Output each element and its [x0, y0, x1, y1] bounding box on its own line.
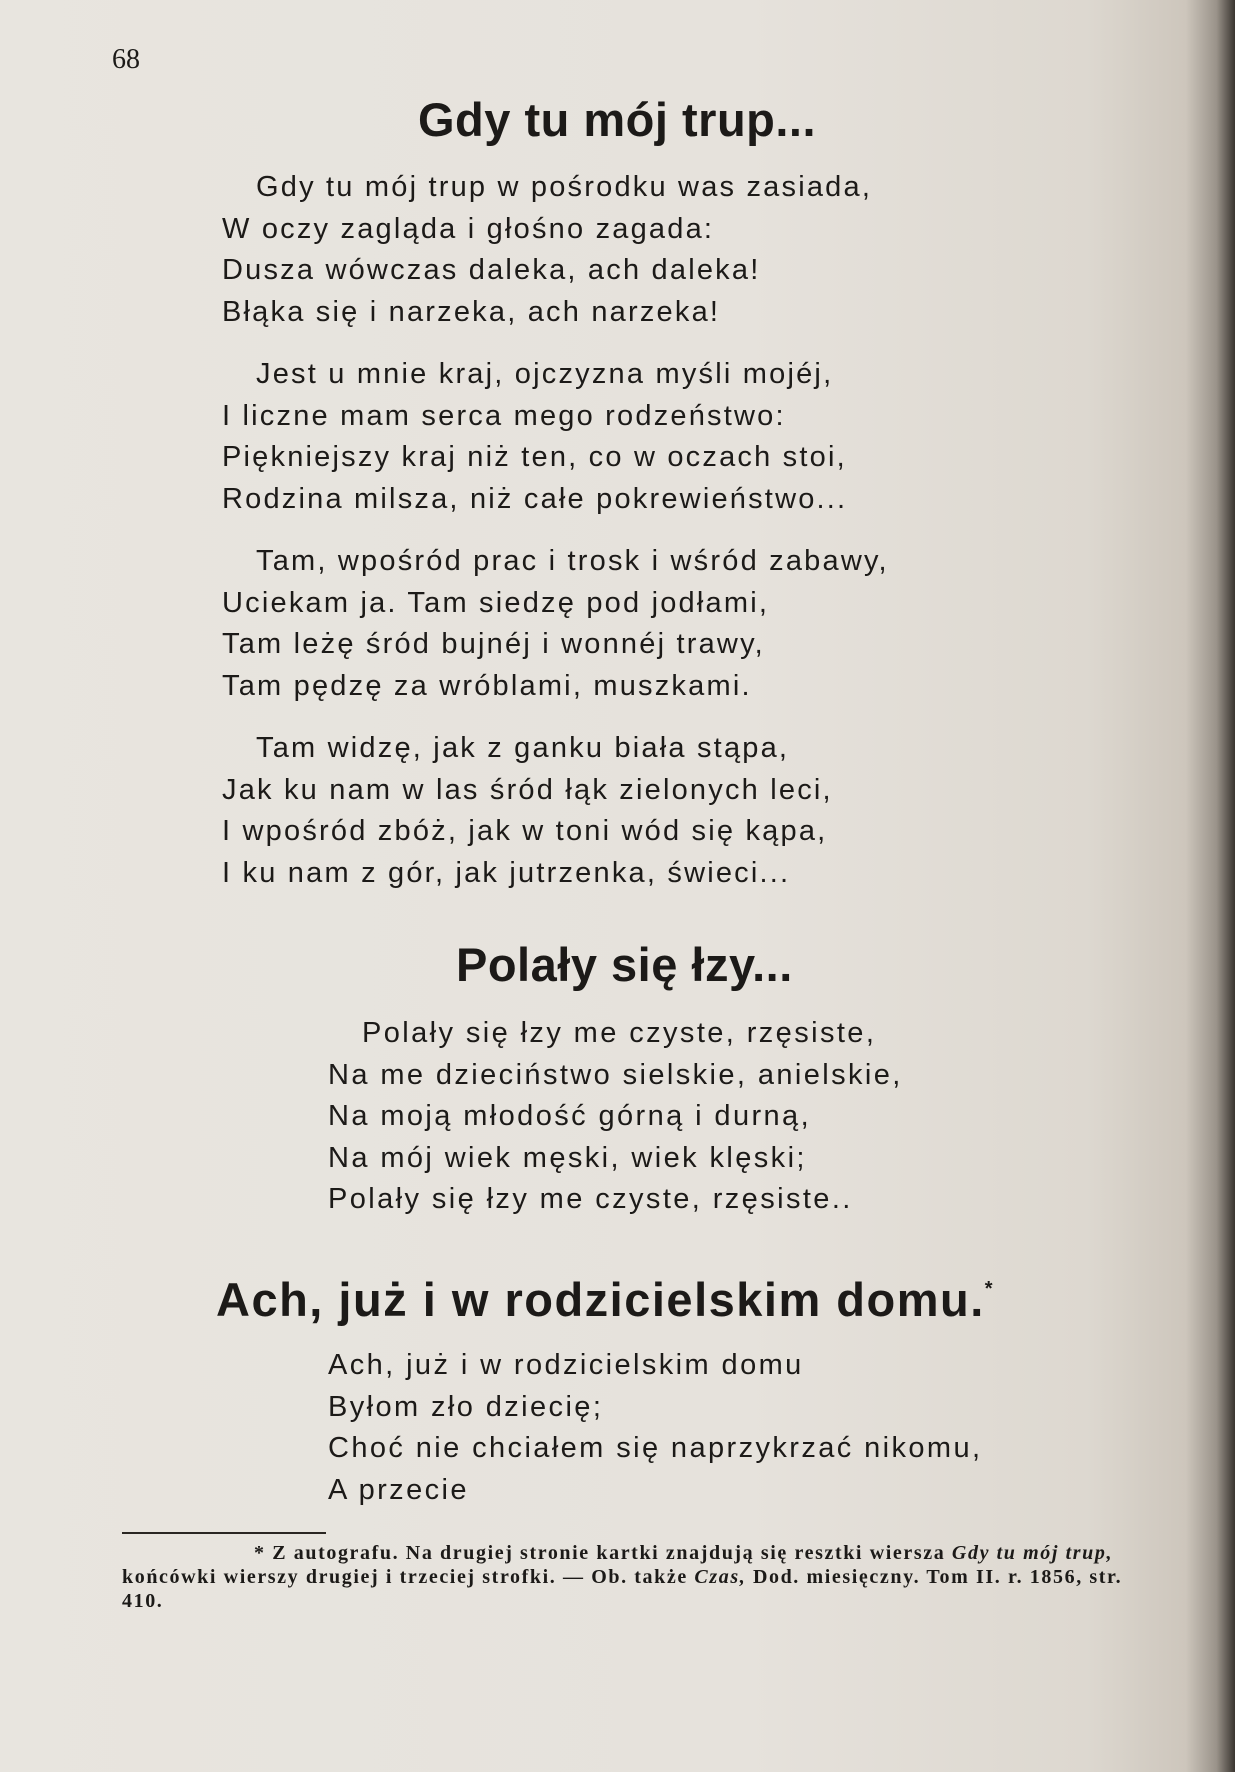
verse-line: W oczy zagląda i głośno zagada:: [222, 212, 715, 245]
footnote-text: końcówki wierszy drugiej i trzeciej strofki. — Ob. także: [122, 1566, 688, 1588]
verse-line: Uciekam ja. Tam siedzę pod jodłami,: [222, 586, 770, 619]
footnote-divider: [122, 1532, 326, 1534]
verse-line: Na me dzieciństwo sielskie, anielskie,: [328, 1058, 903, 1091]
stanza-1: [222, 167, 872, 333]
verse-line: Tam pędzę za wróblami, muszkami.: [222, 669, 752, 702]
stanza-3: [222, 541, 889, 707]
verse-line: Jest u mnie kraj, ojczyzna myśli mojéj,: [256, 358, 834, 390]
poem-title-polaly-sie-lzy: Polały się łzy...: [456, 938, 793, 991]
footnote-mark: *: [254, 1542, 266, 1564]
footnote-title-italic: Gdy tu mój trup,: [951, 1542, 1114, 1564]
stanza-4: [222, 728, 833, 894]
verse-line: Tam, wpośród prac i trosk i wśród zabawy,: [256, 545, 889, 577]
verse-line: Na mój wiek męski, wiek klęski;: [328, 1141, 807, 1174]
verse-line: I wpośród zbóż, jak w toni wód się kąpa,: [222, 815, 828, 847]
verse-line: Dusza wówczas daleka, ach daleka!: [222, 254, 761, 286]
verse-line: Byłom zło dziecię;: [328, 1390, 604, 1423]
verse-line: Na moją młodość górną i durną,: [328, 1100, 812, 1132]
verse-line: Błąka się i narzeka, ach narzeka!: [222, 295, 721, 328]
stanza-ach-juz: [328, 1345, 982, 1511]
verse-line: Polały się łzy me czyste, rzęsiste..: [328, 1183, 853, 1215]
footnote-reference: *: [984, 1278, 995, 1300]
verse-line: I liczne mam serca mego rodzeństwo:: [222, 399, 786, 432]
page-number: 68: [112, 44, 140, 75]
poem-title-ach-juz: [216, 1272, 994, 1327]
verse-line: Tam leżę śród bujnéj i wonnéj trawy,: [222, 628, 765, 660]
verse-line: Piękniejszy kraj niż ten, co w oczach stoi,: [222, 441, 847, 473]
footnote-text: Z autografu. Na drugiej stronie kartki znajdują się resztki wiersza: [272, 1542, 946, 1564]
stanza-polaly: [328, 1013, 903, 1221]
verse-line: Gdy tu mój trup w pośrodku was zasiada,: [256, 171, 873, 203]
verse-line: Tam widzę, jak z ganku biała stąpa,: [256, 732, 790, 764]
verse-line: Jak ku nam w las śród łąk zielonych leci,: [222, 773, 833, 806]
poem-title-text: Ach, już i w rodzicielskim domu.: [216, 1273, 985, 1326]
footnote-journal-italic: Czas,: [694, 1566, 747, 1588]
poem-title-gdy-tu-moj-trup: Gdy tu mój trup...: [418, 93, 817, 146]
footnote-text: Dod. miesięczny. Tom II. r. 1856, str. 410.: [122, 1566, 1123, 1612]
verse-line: Choć nie chciałem się naprzykrzać nikomu,: [328, 1432, 983, 1464]
verse-line: A przecie: [328, 1473, 469, 1506]
verse-line: Polały się łzy me czyste, rzęsiste,: [362, 1017, 877, 1049]
verse-line: Ach, już i w rodzicielskim domu: [328, 1349, 804, 1381]
verse-line: I ku nam z gór, jak jutrzenka, świeci...: [222, 856, 791, 889]
stanza-2: [222, 354, 847, 520]
footnote: [122, 1541, 1162, 1613]
verse-line: Rodzina milsza, niż całe pokrewieństwo...: [222, 482, 848, 515]
